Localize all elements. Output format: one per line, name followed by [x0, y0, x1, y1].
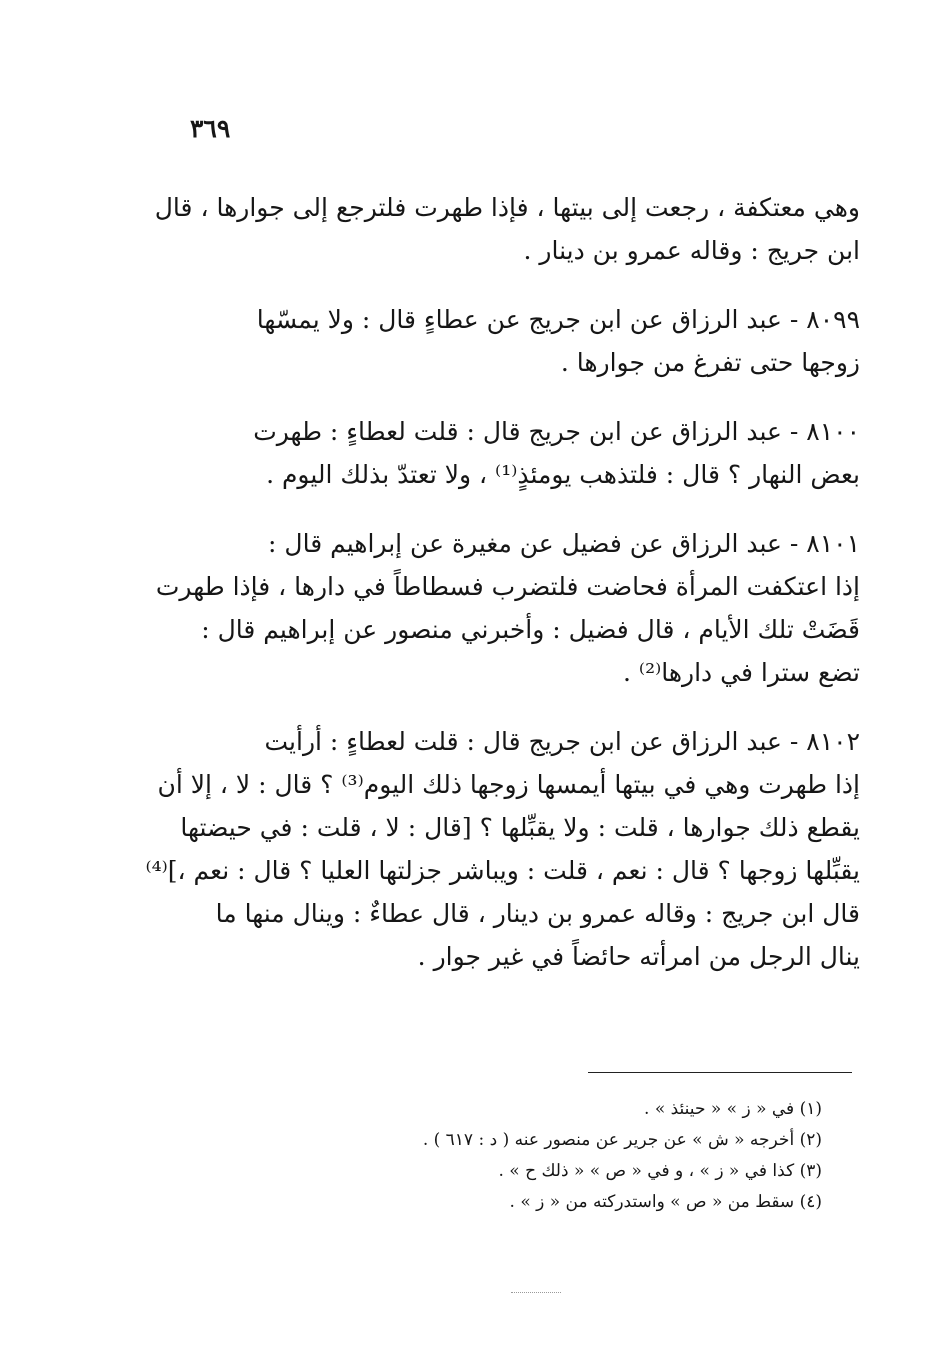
text-line: يقطع ذلك جوارها ، قلت : ولا يقبِّلها ؟ [قال : لا ، قلت : في حيضتها — [180, 813, 860, 842]
footnotes — [300, 1094, 822, 1218]
text-line: ٨٠٩٩ - عبد الرزاق عن ابن جريج عن عطاءٍ قال : ولا يمسّها — [256, 305, 860, 334]
text-line: ابن جريج : وقاله عمرو بن دينار . — [523, 236, 860, 265]
text-line: وهي معتكفة ، رجعت إلى بيتها ، فإذا طهرت فلترجع إلى جوارها ، قال — [154, 193, 860, 222]
hadith-8100 — [186, 410, 860, 496]
text-line: ينال الرجل من امرأته حائضاً في غير جوار . — [417, 942, 860, 971]
page-number: ٣٦٩ — [190, 114, 231, 143]
hadith-8101 — [155, 522, 860, 694]
text-line: ٨١٠٢ - عبد الرزاق عن ابن جريج قال : قلت لعطاءٍ : أرأيت — [264, 727, 860, 756]
text-line: ٨١٠٠ - عبد الرزاق عن ابن جريج قال : قلت لعطاءٍ : طهرت — [253, 417, 860, 446]
hadith-8102 — [145, 720, 860, 978]
footnote-4: (٤) سقط من « ص » واستدركته من « ز » . — [509, 1192, 822, 1212]
body-text — [145, 186, 860, 1004]
text-line: إذا اعتكفت المرأة فحاضت فلتضرب فسطاطاً في دارها ، فإذا طهرت — [155, 572, 860, 601]
text-line: تضع سترا في دارها⁽²⁾ . — [623, 658, 860, 687]
text-line: زوجها حتى تفرغ من جوارها . — [560, 348, 860, 377]
text-line: إذا طهرت وهي في بيتها أيمسها زوجها ذلك اليوم⁽³⁾ ؟ قال : لا ، إلا أن — [157, 770, 860, 799]
text-line: يقبِّلها زوجها ؟ قال : نعم ، قلت : ويباشر جزلتها العليا ؟ قال : نعم ،]⁽⁴⁾ — [145, 856, 860, 885]
hadith-8099 — [186, 298, 860, 384]
scan-mark — [511, 1292, 561, 1293]
text-line: ٨١٠١ - عبد الرزاق عن فضيل عن مغيرة عن إبراهيم قال : — [268, 529, 860, 558]
text-line: قَضَتْ تلك الأيام ، قال فضيل : وأخبرني منصور عن إبراهيم قال : — [201, 615, 860, 644]
footnote-divider — [588, 1072, 852, 1073]
footnote-2: (٢) أخرجه « ش » عن جرير عن منصور عنه ( د : ٦١٧ ) . — [422, 1130, 822, 1150]
paragraph-intro — [154, 186, 860, 272]
text-line: قال ابن جريج : وقاله عمرو بن دينار ، قال عطاءٌ : وينال منها ما — [215, 899, 860, 928]
footnote-1: (١) في « ز » « حينئذ » . — [644, 1099, 822, 1119]
footnote-3: (٣) كذا في « ز » ، و في « ص » « ذلك ح » . — [498, 1161, 822, 1181]
text-line: بعض النهار ؟ قال : فلتذهب يومئذٍ⁽¹⁾ ، ولا تعتدّ بذلك اليوم . — [266, 460, 860, 489]
